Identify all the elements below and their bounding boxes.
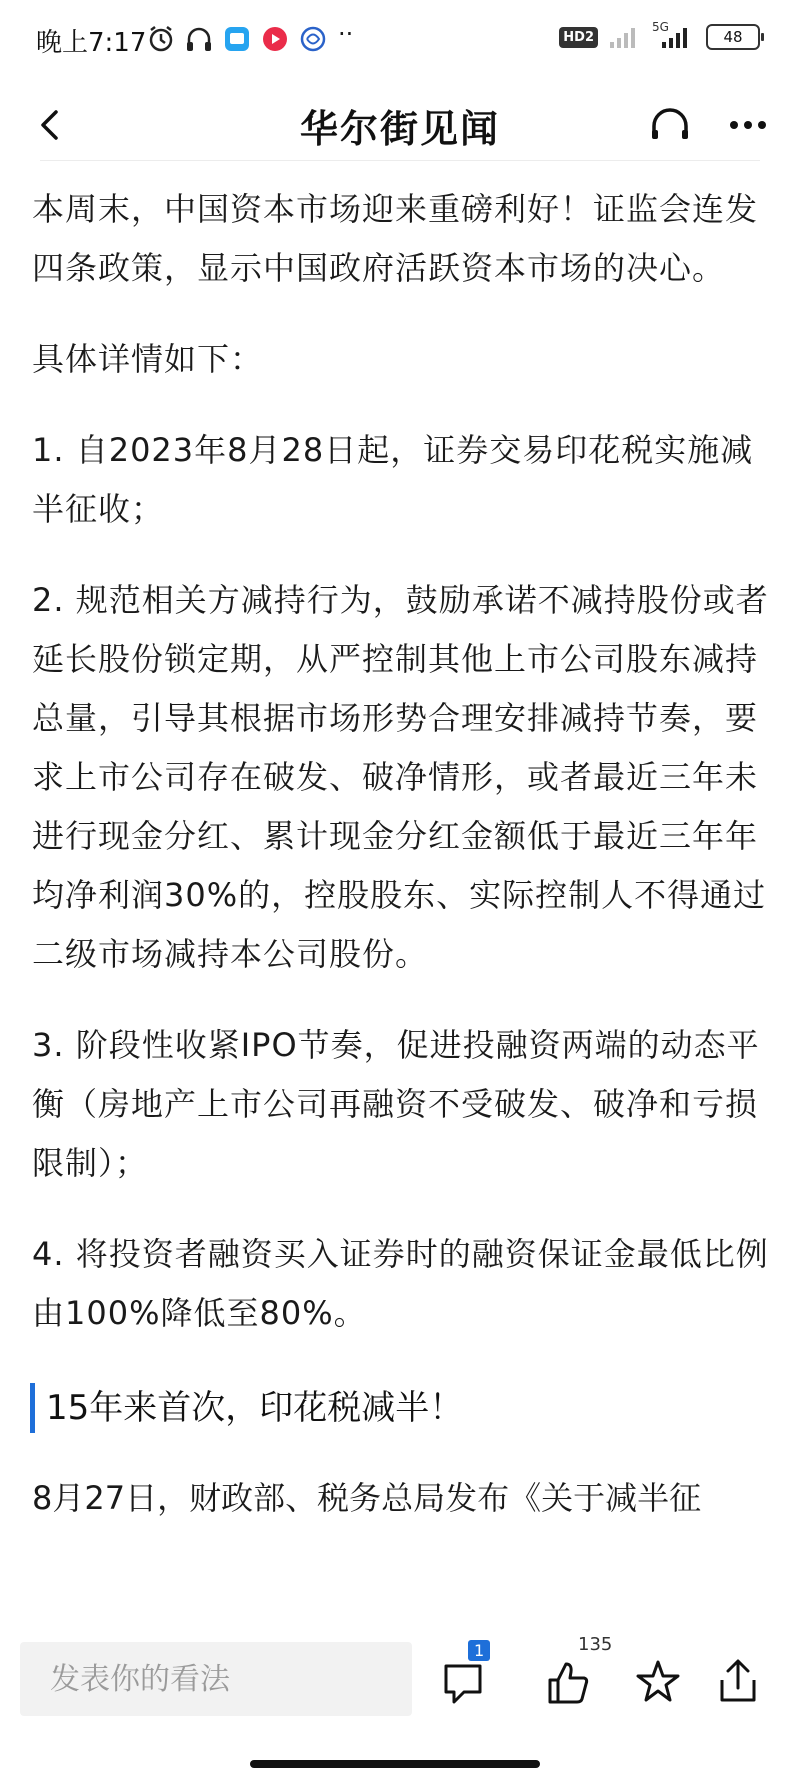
network-type: 5G (652, 20, 669, 34)
browser-app-icon (298, 24, 328, 54)
alarm-icon (146, 24, 176, 54)
status-indicators (559, 20, 760, 50)
article-paragraph: 本周末，中国资本市场迎来重磅利好！证监会连发四条政策，显示中国政府活跃资本市场的决心。 (32, 190, 759, 287)
battery-indicator: 48 (706, 24, 760, 50)
signal-5g (652, 20, 696, 50)
favorite-button[interactable] (632, 1644, 692, 1714)
section-heading: 15年来首次，印花税减半！ (30, 1379, 772, 1437)
article-paragraph: 1. 自2023年8月28日起，证券交易印花税实施减半征收； (32, 431, 754, 528)
bottom-action-bar (0, 1620, 800, 1778)
star-icon (632, 1654, 684, 1714)
share-button[interactable] (712, 1644, 772, 1714)
more-notifications-icon: ·· (338, 20, 354, 48)
article-body (32, 180, 772, 1517)
comment-input[interactable] (20, 1642, 412, 1716)
comment-count-badge: 1 (468, 1640, 490, 1661)
article-paragraph: 3. 阶段性收紧IPO节奏，促进投融资两端的动态平衡（房地产上市公司再融资不受破发、破净和亏损限制）； (32, 1026, 760, 1182)
article-paragraph: 2. 规范相关方减持行为，鼓励承诺不减持股份或者延长股份锁定期，从严控制其他上市公司股东减持总量，引导其根据市场形势合理安排减持节奏，要求上市公司存在破发、破净情形，或者最近三年未进行现金分红、累计现金分红金额低于最近三年年均净利润30%的，控股股东、实际控制人不得通过二级市场减持本公司股份。 (32, 581, 769, 973)
home-indicator[interactable] (250, 1760, 540, 1768)
status-time: 晚上7:17 (36, 28, 147, 58)
nav-bar (0, 80, 800, 170)
comments-button[interactable] (440, 1641, 500, 1714)
app-notification-icon (222, 24, 252, 54)
hd-badge: HD2 (559, 27, 598, 48)
thumbs-up-icon (542, 1654, 594, 1714)
nav-divider (40, 160, 760, 161)
like-count: 135 (578, 1634, 613, 1655)
page-title: 华尔街见闻 (299, 106, 500, 151)
video-app-icon (260, 24, 290, 54)
status-bar (0, 0, 800, 80)
article-paragraph: 4. 将投资者融资买入证券时的融资保证金最低比例由100%降低至80%。 (32, 1235, 769, 1332)
headphone-status-icon (184, 24, 214, 54)
signal-bars-1-icon (608, 24, 642, 50)
listen-headphone-icon[interactable] (645, 100, 695, 150)
like-button[interactable] (542, 1634, 613, 1714)
comment-icon (440, 1654, 492, 1714)
more-options-icon[interactable] (720, 100, 776, 150)
share-icon (712, 1654, 764, 1714)
article-paragraph: 具体详情如下： (32, 340, 264, 378)
article-paragraph-partial: 8月27日，财政部、税务总局发布《关于减半征 (32, 1479, 702, 1517)
